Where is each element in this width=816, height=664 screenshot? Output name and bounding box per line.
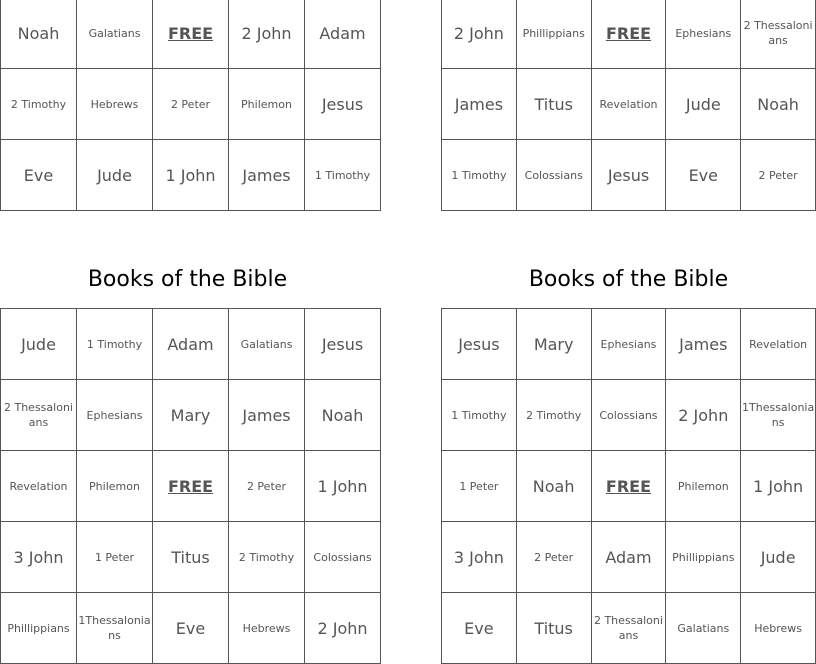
bingo-cell <box>305 380 381 451</box>
bingo-cell <box>229 451 305 522</box>
cell-text: Galatians <box>240 337 293 351</box>
bingo-cell <box>516 69 591 140</box>
cell-text: 1Thessalonians <box>742 401 815 429</box>
bingo-cell <box>1 593 77 664</box>
cell-text: Noah <box>321 405 364 425</box>
bingo-cell <box>153 522 229 593</box>
cell-text: Jesus <box>607 165 650 185</box>
card-row <box>1 593 381 664</box>
bingo-cell <box>442 309 517 380</box>
cell-text: Galatians <box>88 26 141 40</box>
bingo-cell <box>153 0 229 69</box>
card-row <box>1 309 381 380</box>
bingo-cell <box>229 69 305 140</box>
bingo-cell <box>305 140 381 211</box>
bingo-cell <box>305 593 381 664</box>
cell-text: 2 Thessalonians <box>743 19 813 47</box>
bingo-cell <box>591 0 666 69</box>
bingo-cell <box>153 140 229 211</box>
bingo-cell <box>741 309 816 380</box>
bingo-cell <box>229 309 305 380</box>
cell-text: 2 John <box>241 23 292 43</box>
cell-text: Jesus <box>321 334 364 354</box>
cell-text: James <box>242 165 291 185</box>
cell-text: Galatians <box>677 621 730 635</box>
bingo-cell <box>591 69 666 140</box>
bingo-card-2 <box>441 0 816 211</box>
bingo-cell <box>442 593 517 664</box>
cell-text: FREE <box>605 476 652 496</box>
bingo-cell <box>516 0 591 69</box>
card-row <box>1 522 381 593</box>
cell-text: Ephesians <box>600 337 657 351</box>
cell-text: FREE <box>605 23 652 43</box>
bingo-card-4 <box>441 308 816 664</box>
bingo-cell <box>666 69 741 140</box>
cell-text: 1 John <box>165 165 216 185</box>
bingo-cell <box>153 69 229 140</box>
cell-text: Adam <box>605 547 652 567</box>
bingo-cell <box>229 522 305 593</box>
bingo-cell <box>1 309 77 380</box>
cell-text: Phillippians <box>522 26 585 40</box>
cell-text: 1 Timothy <box>86 337 143 351</box>
bingo-cell <box>666 309 741 380</box>
cell-text: Mary <box>170 405 211 425</box>
bingo-cell <box>516 451 591 522</box>
card-row <box>1 69 381 140</box>
bingo-cell <box>442 140 517 211</box>
cell-text: Eve <box>23 165 54 185</box>
bingo-cell <box>741 380 816 451</box>
bingo-cell <box>77 69 153 140</box>
bingo-cell <box>153 309 229 380</box>
cell-text: Jude <box>21 334 56 354</box>
bingo-cell <box>77 140 153 211</box>
cell-text: Phillippians <box>7 621 70 635</box>
cell-text: 1 John <box>317 476 368 496</box>
cell-text: 1 John <box>753 476 804 496</box>
card-row <box>442 0 816 69</box>
bingo-cell <box>666 522 741 593</box>
cell-text: 3 John <box>13 547 64 567</box>
bingo-cell <box>442 380 517 451</box>
cell-text: 2 Peter <box>534 550 574 564</box>
cell-text: Jesus <box>321 94 364 114</box>
cell-text: 2 Peter <box>246 479 287 493</box>
bingo-cell <box>591 451 666 522</box>
cell-text: Revelation <box>749 337 808 351</box>
bingo-cell <box>305 309 381 380</box>
cell-text: Eve <box>464 618 494 638</box>
bingo-cell <box>1 522 77 593</box>
card-row <box>1 451 381 522</box>
card-row <box>442 309 816 380</box>
cell-text: Ephesians <box>675 26 732 40</box>
bingo-cell <box>1 69 77 140</box>
bingo-cell <box>229 593 305 664</box>
cell-text: James <box>454 94 504 114</box>
bingo-cell <box>516 522 591 593</box>
bingo-cell <box>305 451 381 522</box>
cell-text: 2 Timothy <box>526 408 582 422</box>
card-row <box>442 140 816 211</box>
cell-text: 2 John <box>453 23 504 43</box>
bingo-cell <box>229 0 305 69</box>
bingo-cell <box>1 380 77 451</box>
cell-text: 2 John <box>317 618 368 638</box>
bingo-cell <box>741 0 816 69</box>
bingo-cell <box>741 451 816 522</box>
bingo-cell <box>516 380 591 451</box>
bingo-cell <box>741 522 816 593</box>
bingo-cell <box>153 380 229 451</box>
cell-text: FREE <box>167 23 214 43</box>
cell-text: Adam <box>319 23 366 43</box>
bingo-card-1 <box>0 0 381 211</box>
bingo-cell <box>442 522 517 593</box>
cell-text: Colossians <box>524 168 583 182</box>
cell-text: Noah <box>757 94 799 114</box>
cell-text: 1 Peter <box>459 479 499 493</box>
bingo-cell <box>442 69 517 140</box>
cell-text: Jude <box>97 165 132 185</box>
bingo-cell <box>516 593 591 664</box>
cell-text: 2 John <box>678 405 729 425</box>
cell-text: Revelation <box>9 479 68 493</box>
bingo-cell <box>229 140 305 211</box>
cell-text: Jude <box>760 547 796 567</box>
cell-text: 1 Peter <box>94 550 135 564</box>
cell-text: Titus <box>534 618 573 638</box>
bingo-cell <box>666 140 741 211</box>
cell-text: Jude <box>685 94 721 114</box>
cell-text: James <box>242 405 291 425</box>
cell-text: 2 Timothy <box>238 550 295 564</box>
card-title: Books of the Bible <box>87 267 288 292</box>
card-row <box>1 0 381 69</box>
bingo-cell <box>1 140 77 211</box>
cell-text: Philemon <box>241 97 292 111</box>
cell-text: Colossians <box>313 550 372 564</box>
bingo-cell <box>442 451 517 522</box>
bingo-cell <box>153 593 229 664</box>
bingo-cell <box>666 0 741 69</box>
bingo-cell <box>591 140 666 211</box>
card-row <box>442 593 816 664</box>
bingo-cell <box>591 309 666 380</box>
bingo-cell <box>305 0 381 69</box>
cell-text: 2 Peter <box>758 168 798 182</box>
cell-text: Colossians <box>599 408 658 422</box>
bingo-cell <box>305 522 381 593</box>
cell-text: Hebrews <box>90 97 139 111</box>
card-row <box>1 380 381 451</box>
bingo-cell <box>229 380 305 451</box>
cell-text: Mary <box>533 334 574 354</box>
bingo-cell <box>77 309 153 380</box>
cell-text: Hebrews <box>754 621 803 635</box>
bingo-cell <box>516 309 591 380</box>
cell-text: 2 Timothy <box>10 97 67 111</box>
cell-text: Hebrews <box>242 621 291 635</box>
card-title: Books of the Bible <box>528 267 729 292</box>
cell-text: 1 Timothy <box>451 168 507 182</box>
bingo-cell <box>591 593 666 664</box>
bingo-cell <box>666 451 741 522</box>
cell-text: Ephesians <box>86 408 143 422</box>
cell-text: 2 Thessalonians <box>4 401 73 429</box>
cell-text: Jesus <box>458 334 500 354</box>
cell-text: Philemon <box>677 479 729 493</box>
cell-text: Adam <box>167 334 214 354</box>
card-row <box>442 380 816 451</box>
cell-text: Revelation <box>599 97 658 111</box>
bingo-cell <box>153 451 229 522</box>
bingo-cell <box>77 451 153 522</box>
bingo-cell <box>77 522 153 593</box>
bingo-cell <box>77 0 153 69</box>
card-row <box>442 522 816 593</box>
cell-text: FREE <box>167 476 214 496</box>
bingo-cell <box>305 69 381 140</box>
cell-text: Eve <box>688 165 718 185</box>
cell-text: Noah <box>532 476 575 496</box>
bingo-cell <box>77 380 153 451</box>
bingo-cell <box>741 69 816 140</box>
cell-text: Philemon <box>89 479 140 493</box>
cell-text: 3 John <box>453 547 504 567</box>
bingo-cell <box>741 140 816 211</box>
bingo-cell <box>666 593 741 664</box>
bingo-card-3 <box>0 308 381 664</box>
cell-text: 1Thessalonians <box>78 614 151 642</box>
bingo-cell <box>741 593 816 664</box>
cell-text: 1 Timothy <box>451 408 507 422</box>
cell-text: Phillippians <box>672 550 735 564</box>
cell-text: Noah <box>17 23 60 43</box>
bingo-cell <box>442 0 517 69</box>
card-row <box>442 69 816 140</box>
cell-text: 1 Timothy <box>314 168 371 182</box>
cell-text: Titus <box>171 547 210 567</box>
card-row <box>442 451 816 522</box>
card-row <box>1 140 381 211</box>
bingo-cell <box>1 0 77 69</box>
cell-text: Eve <box>175 618 206 638</box>
bingo-cell <box>516 140 591 211</box>
cell-text: 2 Thessalonians <box>593 614 663 642</box>
cell-text: 2 Peter <box>170 97 211 111</box>
bingo-cell <box>1 451 77 522</box>
bingo-cell <box>77 593 153 664</box>
cell-text: Titus <box>534 94 573 114</box>
bingo-cell <box>591 380 666 451</box>
bingo-cell <box>591 522 666 593</box>
cell-text: James <box>679 334 728 354</box>
bingo-cell <box>666 380 741 451</box>
